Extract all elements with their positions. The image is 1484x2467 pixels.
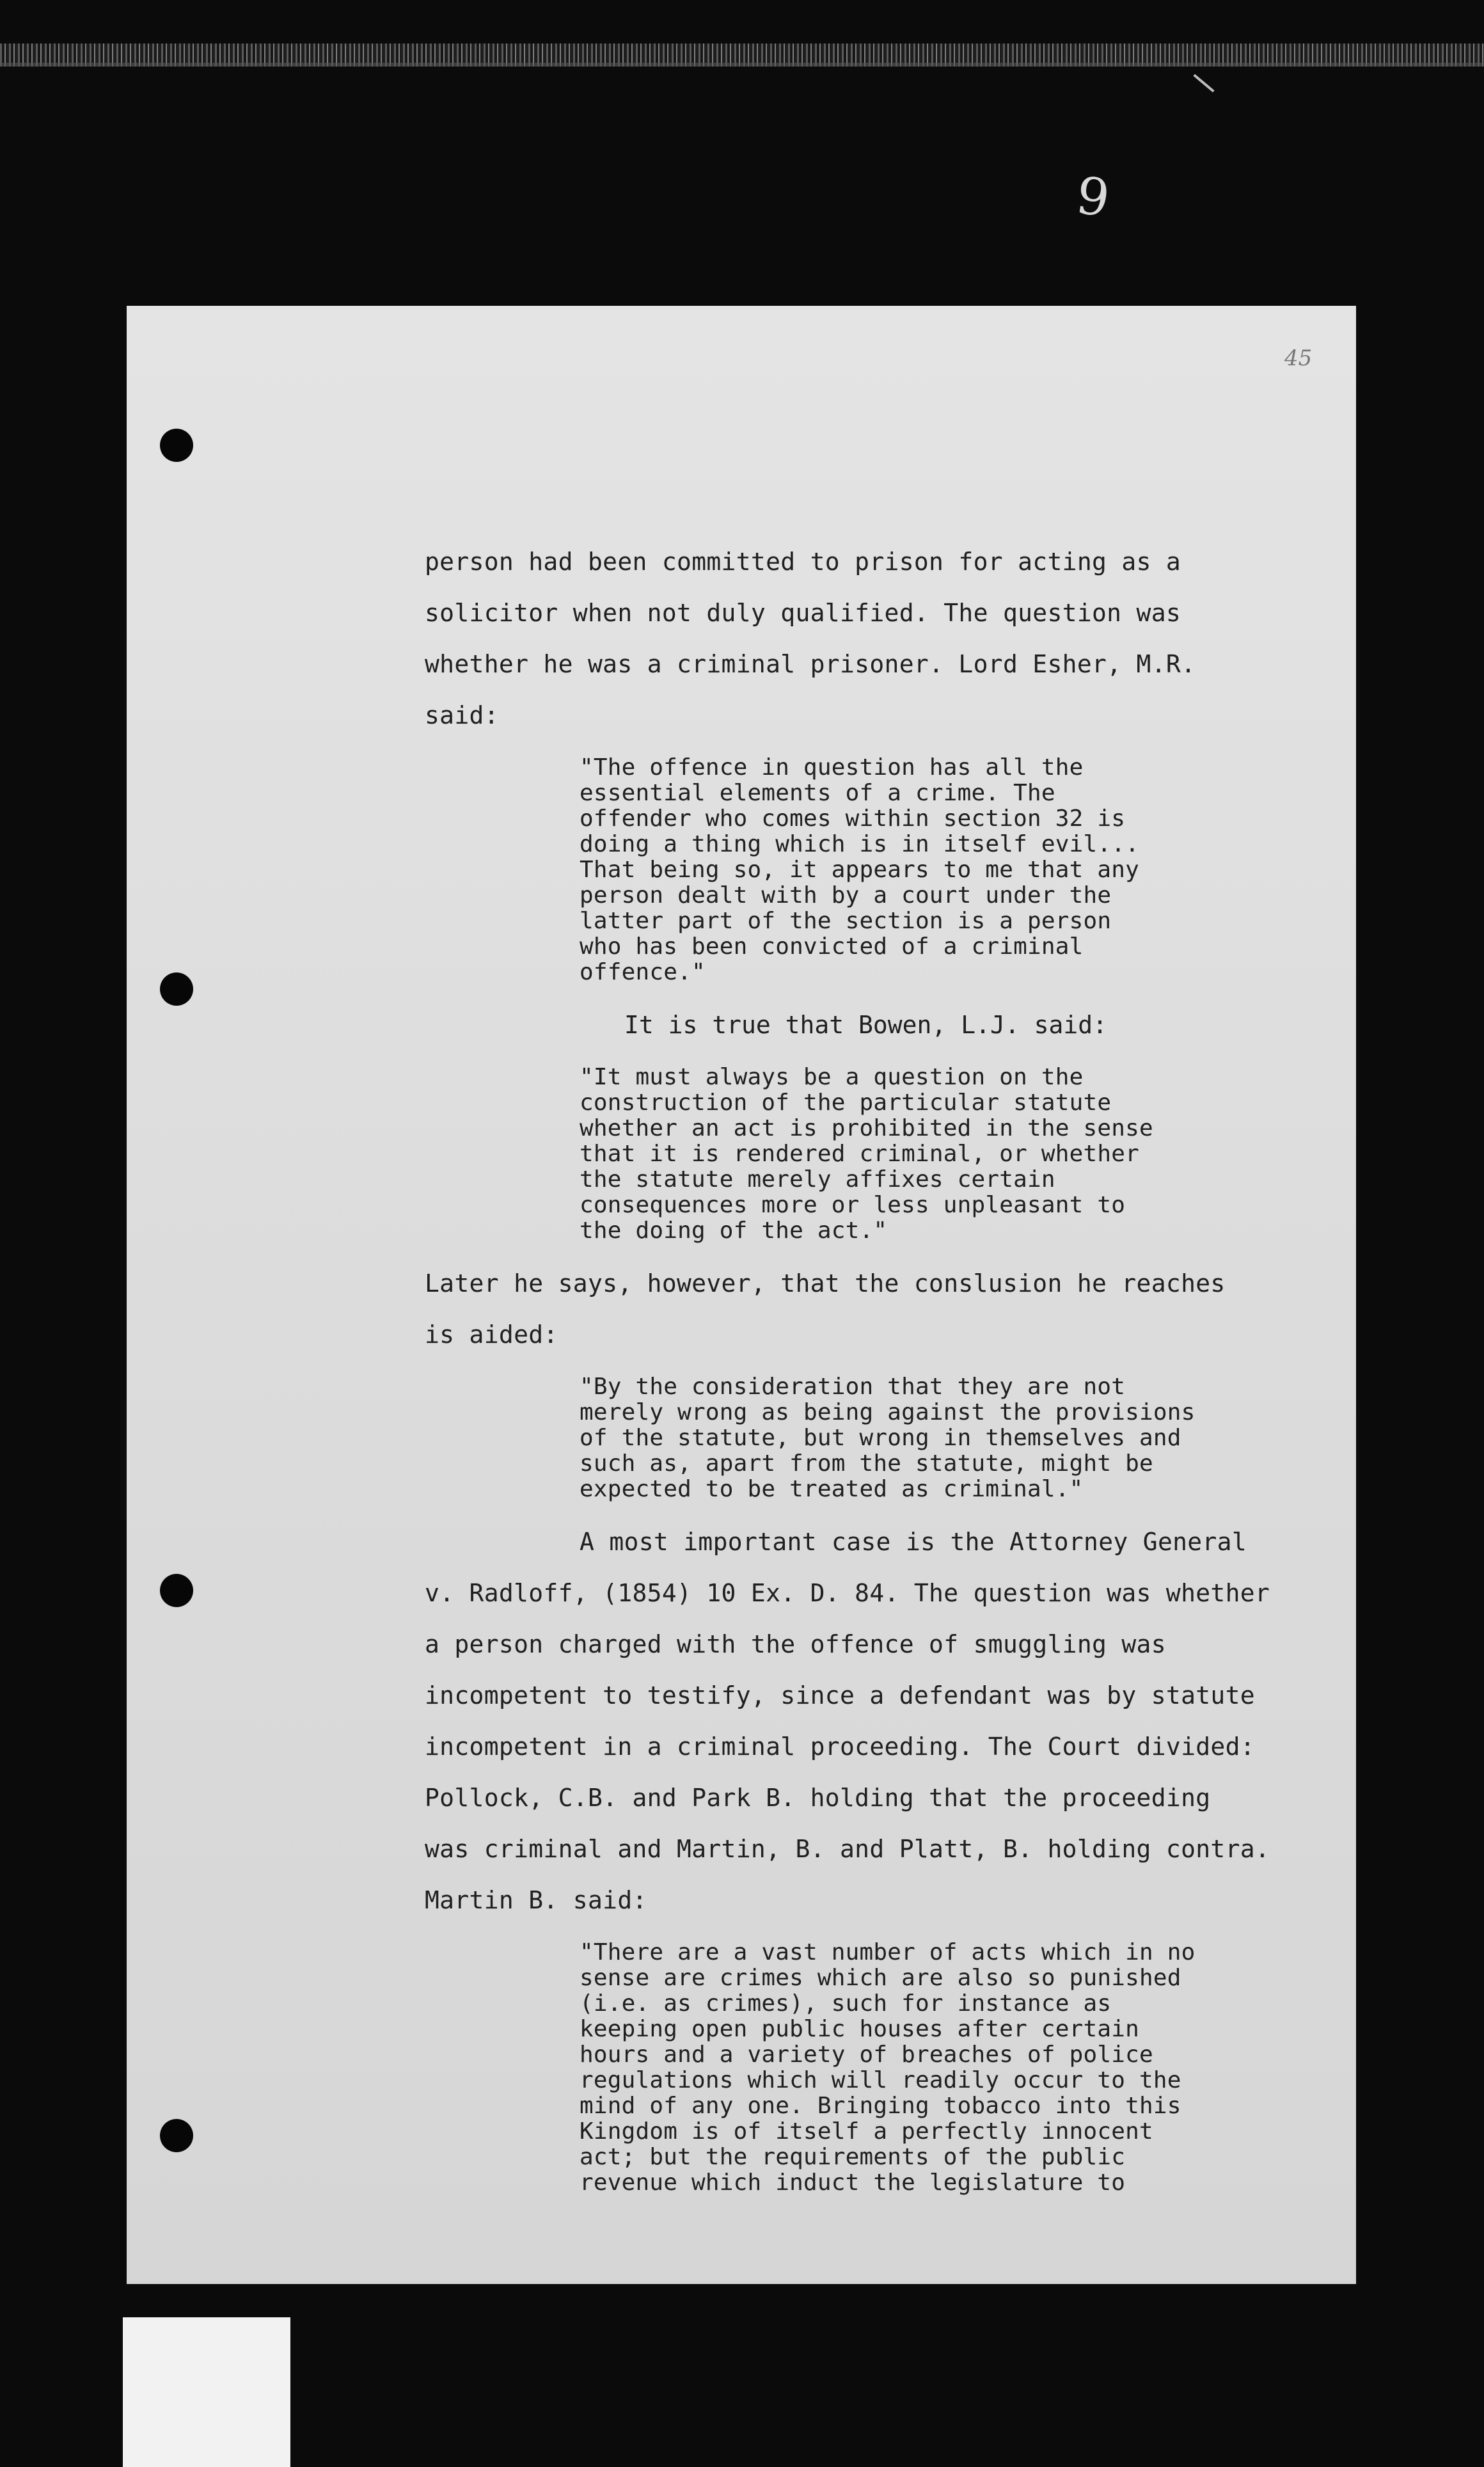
- punch-hole: [160, 1574, 193, 1607]
- paragraph: It is true that Bowen, L.J. said:: [624, 1011, 1107, 1039]
- punch-hole: [160, 972, 193, 1006]
- paragraph: person had been committed to prison for acting as a solicitor when not duly qualified. The question was whether he was a criminal prisoner. Lord Esher, M.R. said:: [425, 548, 1196, 729]
- block-quote: "It must always be a question on the construction of the particular statute whether an act is prohibited in the sense that it is rendered criminal, or whether the statute merely affixes certain consequences more or less unpleasant to the doing of the act.": [580, 1064, 1153, 1244]
- punch-hole: [160, 2119, 193, 2152]
- paragraph-first-line: A most important case is the Attorney General: [580, 1528, 1247, 1556]
- page-number: 45: [1284, 345, 1313, 371]
- film-leader-card: [123, 2317, 290, 2467]
- paragraph: Later he says, however, that the conslusion he reaches is aided:: [425, 1269, 1226, 1349]
- punch-hole: [160, 429, 193, 462]
- block-quote: "The offence in question has all the essential elements of a crime. The offender who comes within section 32 is doing a thing which is in itself evil... That being so, it appears to me that any person dealt with by a court under the latter part of the section is a person who has been convicted of a criminal offence.": [580, 754, 1139, 985]
- scan-tick-mark: [1193, 74, 1214, 93]
- block-quote: "There are a vast number of acts which in no sense are crimes which are also so punished (i.e. as crimes), such for instance as keeping open public houses after certain hours and a variety of breaches of police regulations which will readily occur to the mind of any one. Bringing tobacco into this Kingdom is of itself a perfectly innocent act; but the requirements of the public revenue which induct the legislature to: [580, 1939, 1196, 2196]
- margin-handwritten-mark: 9: [1073, 165, 1114, 229]
- film-edge-line: [0, 63, 1484, 67]
- page-body-text: [425, 536, 1346, 2210]
- paragraph: v. Radloff, (1854) 10 Ex. D. 84. The question was whether a person charged with the offence of smuggling was incompetent to testify, since a defendant was by statute incompetent in a criminal proceeding. The Court divided: Pollock, C.B. and Park B. holding that the proceeding was criminal and Martin, B. and Platt, B. holding contra. Martin B. said:: [425, 1579, 1270, 1914]
- block-quote: "By the consideration that they are not merely wrong as being against the provisions of the statute, but wrong in themselves and such as, apart from the statute, might be expected to be treated as criminal.": [580, 1374, 1196, 1502]
- document-page: [127, 306, 1356, 2284]
